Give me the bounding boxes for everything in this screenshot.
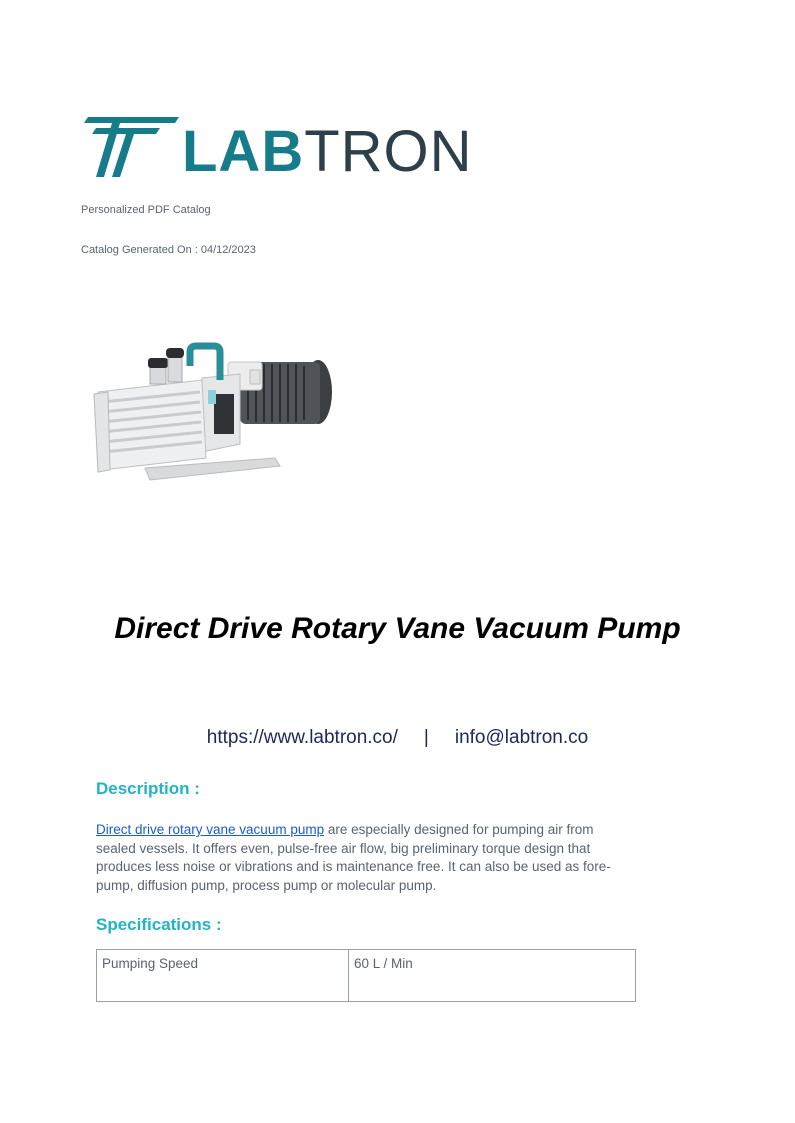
wordmark-tron: TRON (304, 119, 473, 184)
contact-line (0, 727, 795, 749)
spec-value: 60 L / Min (349, 950, 636, 1002)
labtron-wordmark (182, 119, 473, 184)
wordmark-lab: LAB (182, 119, 305, 184)
labtron-logo-mark-icon (82, 115, 180, 179)
table-row (97, 950, 636, 1002)
catalog-label: Personalized PDF Catalog (81, 204, 211, 216)
product-link[interactable]: Direct drive rotary vane vacuum pump (96, 822, 325, 837)
specifications-table (96, 949, 636, 1002)
contact-separator: | (423, 727, 429, 748)
website-link[interactable]: https://www.labtron.co/ (206, 727, 398, 748)
vacuum-pump-image (90, 340, 335, 495)
description-text (96, 821, 636, 895)
specifications-heading: Specifications : (96, 915, 222, 934)
description-body: are especially designed for pumping air from sealed vessels. It offers even, pulse-free air flow, big preliminary torque design that produces less noise or vibrations and is maintenance free. It can also be used as fore-pump, diffusion pump, process pump or molecular pump. (96, 822, 611, 893)
email-link[interactable]: info@labtron.co (454, 727, 589, 748)
product-title: Direct Drive Rotary Vane Vacuum Pump (114, 612, 681, 645)
description-heading: Description : (96, 779, 200, 798)
generated-date: Catalog Generated On : 04/12/2023 (81, 244, 256, 256)
spec-key: Pumping Speed (97, 950, 349, 1002)
labtron-logo (82, 115, 473, 184)
